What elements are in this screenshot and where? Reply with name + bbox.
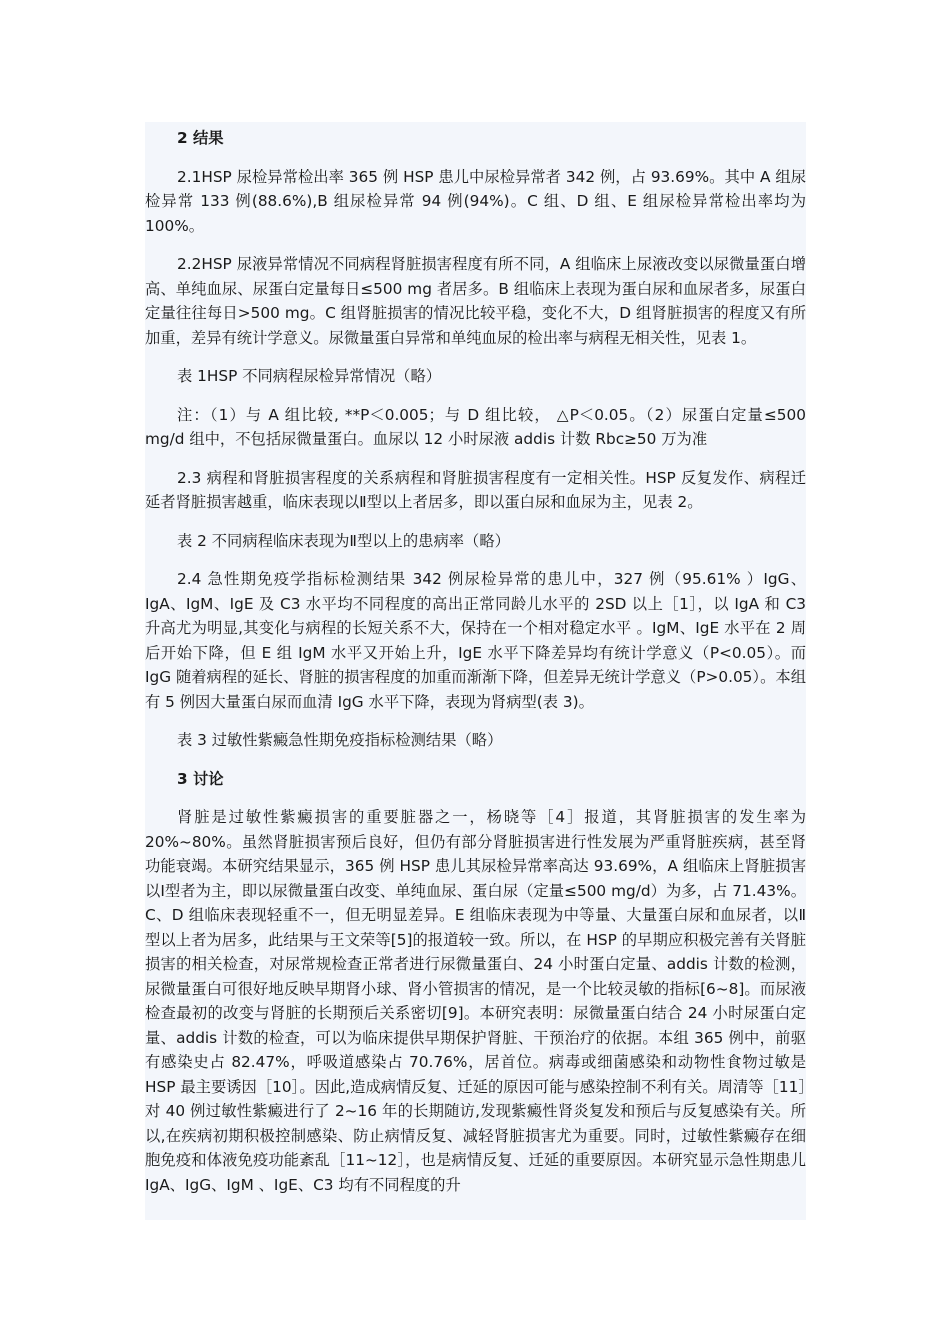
paragraph-2-2: 2.2HSP 尿液异常情况不同病程肾脏损害程度有所不同，A 组临床上尿液改变以尿微量蛋白增高、单纯血尿、尿蛋白定量每日≤500 mg 者居多。B 组临床上表现为蛋白尿和血尿者多，尿蛋白定量往往每日>500 mg。C 组肾脏损害的情况比较平稳，变化不大，D 组肾脏损害的程度又有所加重，差异有统计学意义。尿微量蛋白异常和单纯血尿的检出率与病程无相关性，见表 1。: [145, 255, 806, 347]
table-1-caption: 表 1HSP 不同病程尿检异常情况（略）: [177, 367, 442, 385]
table-3-caption: 表 3 过敏性紫癜急性期免疫指标检测结果（略）: [177, 731, 503, 749]
section-heading-results: 2 结果: [177, 129, 224, 147]
paragraph-2-4: 2.4 急性期免疫学指标检测结果 342 例尿检异常的患儿中，327 例（95.61% ）IgG、IgA、IgM、IgE 及 C3 水平均不同程度的高出正常同龄儿水平的 2SD 以上［1］，以 IgA 和 C3 升高尤为明显,其变化与病程的长短关系不大，保持在一个相对稳定水平 。IgM、IgE 水平在 2 周后开始下降，但 E 组 IgM 水平又开始上升，IgE 水平下降差异均有统计学意义（P<0.05）。而 IgG 随着病程的延长、肾脏的损害程度的加重而渐渐下降，但差异无统计学意义（P>0.05）。本组有 5 例因大量蛋白尿而血清 IgG 水平下降，表现为肾病型(表 3)。: [145, 570, 806, 711]
section-heading-discussion: 3 讨论: [177, 769, 224, 788]
table-2-caption: 表 2 不同病程临床表现为Ⅱ型以上的患病率（略）: [177, 531, 510, 550]
table-1-note: 注：（1）与 A 组比较, **P＜0.005；与 D 组比较， △P＜0.05。（2）尿蛋白定量≤500 mg/d 组中，不包括尿微量蛋白。血尿以 12 小时尿液 addis 计数 Rbc≥50 万为准: [145, 405, 806, 448]
paragraph-3-discussion: 肾脏是过敏性紫癜损害的重要脏器之一，杨晓等［4］报道，其肾脏损害的发生率为 20%~80%。虽然肾脏损害预后良好，但仍有部分肾脏损害进行性发展为严重肾脏疾病，甚至肾功能衰竭。本研究结果显示，365 例 HSP 患儿其尿检异常率高达 93.69%，A 组临床上肾脏损害以Ⅰ型者为主，即以尿微量蛋白改变、单纯血尿、蛋白尿（定量≤500 mg/d）为多，占 71.43%。C、D 组临床表现轻重不一，但无明显差异。E 组临床表现为中等量、大量蛋白尿和血尿者，以Ⅱ型以上者为居多，此结果与王文荣等[5]的报道较一致。所以，在 HSP 的早期应积极完善有关肾脏损害的相关检查，对尿常规检查正常者进行尿微量蛋白、24 小时蛋白定量、addis 计数的检测，尿微量蛋白可很好地反映早期肾小球、肾小管损害的情况，是一个比较灵敏的指标[6~8]。而尿液检查最初的改变与肾脏的长期预后关系密切[9]。本研究表明：尿微量蛋白结合 24 小时尿蛋白定量、addis 计数的检查，可以为临床提供早期保护肾脏、干预治疗的依据。本组 365 例中，前驱有感染史占 82.47%，呼吸道感染占 70.76%，居首位。病毒或细菌感染和动物性食物过敏是 HSP 最主要诱因［10］。因此,造成病情反复、迁延的原因可能与感染控制不利有关。周清等［11］对 40 例过敏性紫癜进行了 2~16 年的长期随访,发现紫癜性肾炎复发和预后与反复感染有关。所以,在疾病初期积极控制感染、防止病情反复、减轻肾脏损害尤为重要。同时，过敏性紫癜存在细胞免疫和体液免疫功能紊乱［11~12］，也是病情反复、迁延的重要原因。本研究显示急性期患儿 IgA、IgG、IgM 、IgE、C3 均有不同程度的升: [145, 808, 806, 1194]
article-body: [145, 122, 806, 1220]
paragraph-2-1: 2.1HSP 尿检异常检出率 365 例 HSP 患儿中尿检异常者 342 例，占 93.69%。其中 A 组尿检异常 133 例(88.6%),B 组尿检异常 94 例(94%)。C 组、D 组、E 组尿检异常检出率均为 100%。: [145, 167, 806, 235]
paragraph-2-3: 2.3 病程和肾脏损害程度的关系病程和肾脏损害程度有一定相关性。HSP 反复发作、病程迁延者肾脏损害越重，临床表现以Ⅱ型以上者居多，即以蛋白尿和血尿为主，见表 2。: [145, 468, 806, 511]
